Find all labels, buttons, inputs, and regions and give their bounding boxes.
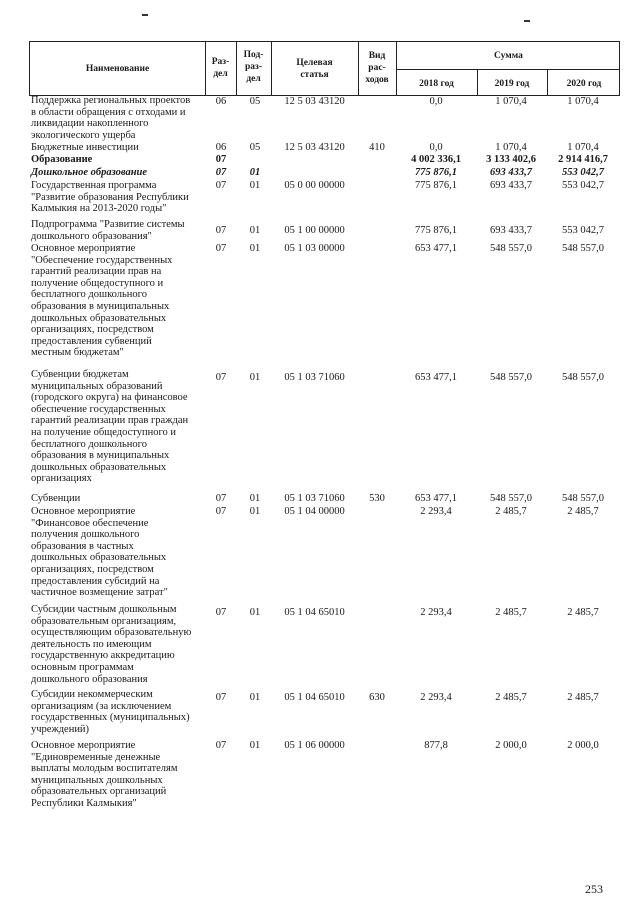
row-name: Субвенции (31, 493, 81, 504)
row-name: Образование (31, 154, 93, 165)
row-expense-kind: 410 (369, 142, 385, 153)
row-podrazdel: 01 (249, 243, 261, 254)
row-sum-2019: 2 485,7 (495, 692, 527, 703)
row-target-article: 05 1 04 00000 (284, 506, 345, 517)
row-razdel: 07 (215, 180, 227, 191)
row-podrazdel: 01 (249, 607, 261, 618)
row-sum-2018: 877,8 (424, 740, 448, 751)
row-name: Подпрограмма "Развитие системы дошкольного образования" (31, 219, 185, 242)
row-razdel: 07 (215, 692, 227, 703)
row-target-article: 05 1 00 00000 (284, 225, 345, 236)
row-sum-2020: 2 485,7 (567, 506, 599, 517)
row-name: Субвенции бюджетам муниципальных образований (городского округа) на финансовое обеспечение государственных гарантий реализации прав граждан на получение общедоступного и бесплатного дошкольного образования в муниципальных дошкольных образовательных организациях (31, 369, 189, 485)
row-podrazdel: 01 (249, 740, 261, 751)
row-sum-2020: 553 042,7 (562, 167, 604, 178)
row-target-article: 05 1 04 65010 (284, 607, 345, 618)
row-sum-2018: 653 477,1 (415, 243, 457, 254)
row-sum-2019: 548 557,0 (490, 493, 532, 504)
scan-mark-left (142, 14, 148, 16)
row-podrazdel: 05 (249, 96, 261, 107)
row-sum-2020: 553 042,7 (562, 180, 604, 191)
row-razdel: 07 (215, 607, 227, 618)
row-sum-2019: 2 000,0 (495, 740, 527, 751)
row-sum-2018: 2 293,4 (420, 692, 452, 703)
row-name: Дошкольное образование (31, 167, 148, 178)
header-razdel: Раз- дел (211, 57, 230, 79)
row-sum-2018: 775 876,1 (415, 167, 457, 178)
row-target-article: 05 1 06 00000 (284, 740, 345, 751)
scan-mark-right (524, 20, 530, 22)
row-sum-2019: 693 433,7 (490, 225, 532, 236)
row-podrazdel: 01 (249, 225, 261, 236)
row-name: Основное мероприятие "Единовременные денежные выплаты молодым воспитателям муниципальных дошкольных образовательных организаций Республики Калмыкия" (31, 740, 178, 809)
row-sum-2020: 548 557,0 (562, 493, 604, 504)
row-sum-2019: 693 433,7 (490, 180, 532, 191)
row-sum-2018: 0,0 (429, 96, 443, 107)
row-name: Государственная программа "Развитие образования Республики Калмыкия на 2013-2020 годы" (31, 180, 189, 215)
row-expense-kind: 530 (369, 493, 385, 504)
row-target-article: 05 1 03 71060 (284, 493, 345, 504)
row-target-article: 05 0 00 00000 (284, 180, 345, 191)
row-podrazdel: 01 (249, 493, 261, 504)
row-razdel: 06 (215, 142, 227, 153)
row-sum-2020: 548 557,0 (562, 243, 604, 254)
row-sum-2019: 693 433,7 (490, 167, 532, 178)
row-sum-2019: 1 070,4 (495, 142, 527, 153)
row-podrazdel: 01 (249, 692, 261, 703)
row-podrazdel: 01 (249, 372, 261, 383)
header-name: Наименование (85, 64, 150, 74)
page-number: 253 (585, 882, 603, 896)
row-sum-2019: 1 070,4 (495, 96, 527, 107)
row-sum-2020: 553 042,7 (562, 225, 604, 236)
row-sum-2020: 1 070,4 (567, 142, 599, 153)
row-sum-2020: 2 000,0 (567, 740, 599, 751)
row-sum-2018: 4 002 336,1 (411, 154, 461, 165)
row-target-article: 12 5 03 43120 (284, 142, 345, 153)
row-name: Субсидии некоммерческим организациям (за исключением государственных (муниципальных) учреждений) (31, 689, 190, 735)
row-razdel: 07 (215, 154, 227, 165)
row-razdel: 07 (215, 225, 227, 236)
row-sum-2018: 2 293,4 (420, 506, 452, 517)
row-sum-2018: 653 477,1 (415, 372, 457, 383)
row-expense-kind: 630 (369, 692, 385, 703)
row-name: Субсидии частным дошкольным образовательным организациям, осуществляющим образовательную деятельность по имеющим государственную аккредитацию основным программам дошкольного образования (31, 604, 192, 685)
row-razdel: 07 (215, 167, 227, 178)
header-kind: Вид рас- ходов (365, 51, 389, 85)
header-2020: 2020 год (566, 79, 602, 89)
row-target-article: 05 1 03 00000 (284, 243, 345, 254)
row-sum-2020: 2 914 416,7 (558, 154, 608, 165)
row-sum-2019: 2 485,7 (495, 607, 527, 618)
row-sum-2018: 653 477,1 (415, 493, 457, 504)
row-sum-2020: 2 485,7 (567, 692, 599, 703)
row-sum-2019: 2 485,7 (495, 506, 527, 517)
row-sum-2018: 2 293,4 (420, 607, 452, 618)
header-target: Целевая статья (296, 58, 333, 80)
row-podrazdel: 01 (249, 167, 261, 178)
row-sum-2020: 2 485,7 (567, 607, 599, 618)
row-sum-2019: 548 557,0 (490, 243, 532, 254)
row-sum-2020: 548 557,0 (562, 372, 604, 383)
row-name: Основное мероприятие "Обеспечение государственных гарантий реализации прав на получение общедоступного и бесплатного дошкольного образования в муниципальных дошкольных образовательных организациях, посредством предоставления субвенций местным бюджетам" (31, 243, 173, 359)
table-header (29, 41, 620, 96)
header-2019: 2019 год (494, 79, 530, 89)
header-sum: Сумма (494, 51, 523, 61)
row-target-article: 12 5 03 43120 (284, 96, 345, 107)
row-sum-2018: 0,0 (429, 142, 443, 153)
header-2018: 2018 год (419, 79, 454, 89)
row-razdel: 07 (215, 372, 227, 383)
row-podrazdel: 05 (249, 142, 261, 153)
row-sum-2020: 1 070,4 (567, 96, 599, 107)
row-target-article: 05 1 04 65010 (284, 692, 345, 703)
row-razdel: 07 (215, 243, 227, 254)
row-name: Бюджетные инвестиции (31, 142, 139, 153)
row-podrazdel: 01 (249, 506, 261, 517)
row-razdel: 07 (215, 493, 227, 504)
row-sum-2018: 775 876,1 (415, 225, 457, 236)
row-name: Основное мероприятие "Финансовое обеспечение получения дошкольного образования в частных дошкольных образовательных организациях, посредством предоставления субсидий на частичное возмещение затрат" (31, 506, 168, 599)
row-sum-2018: 775 876,1 (415, 180, 457, 191)
row-name: Поддержка региональных проектов в области обращения с отходами и ликвидации накопленного экологического ущерба (31, 95, 191, 141)
row-razdel: 07 (215, 506, 227, 517)
row-target-article: 05 1 03 71060 (284, 372, 345, 383)
header-podrazdel: Под- раз- дел (243, 50, 264, 84)
row-razdel: 07 (215, 740, 227, 751)
row-razdel: 06 (215, 96, 227, 107)
row-podrazdel: 01 (249, 180, 261, 191)
row-sum-2019: 548 557,0 (490, 372, 532, 383)
row-sum-2019: 3 133 402,6 (486, 154, 536, 165)
